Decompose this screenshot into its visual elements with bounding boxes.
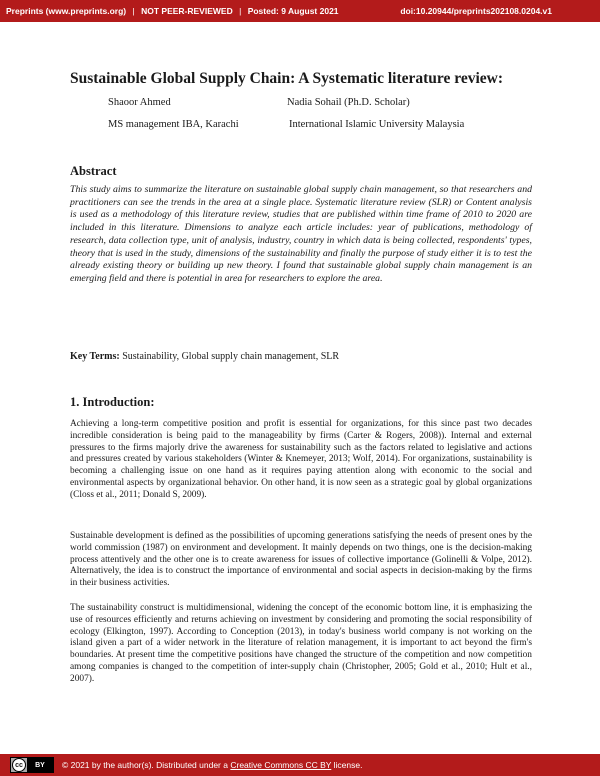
author-affiliation: MS management IBA, Karachi <box>108 119 239 130</box>
abstract-heading: Abstract <box>70 164 117 178</box>
author-name: Shaoor Ahmed <box>108 97 171 108</box>
section-heading-introduction: 1. Introduction: <box>70 395 155 409</box>
peer-review-status: NOT PEER-REVIEWED <box>141 6 233 16</box>
attribution-icon: BY <box>27 758 53 772</box>
key-terms <box>70 351 532 362</box>
license-footer-bar <box>0 754 600 776</box>
body-paragraph: The sustainability construct is multidimensional, widening the concept of the economic bottom line, it is emphasizing the use of resources efficiently and returns achieving on investment by considering and promoting the social responsibility of ecology (Elkington, 1997). According to Conception (2013), in today's business world company is not working on the island given a part of a wider network in the literature of relation management, it is important to act beyond the firm's boundaries. At present time the competitive positions have changed the structure of the competition and now competition among companies is changed to the competition of inter-supply chain (Christopher, 2005; Gold et al., 2010; Hult et al., 2007). <box>70 603 532 684</box>
key-terms-list: Sustainability, Global supply chain management, SLR <box>122 351 340 362</box>
author-affiliation: International Islamic University Malaysia <box>289 119 465 130</box>
copyright-notice <box>62 760 362 770</box>
preprints-site-link[interactable]: Preprints (www.preprints.org) <box>6 6 127 16</box>
header-separator: | <box>132 6 135 16</box>
license-link[interactable]: Creative Commons CC BY <box>230 760 332 770</box>
doi-link[interactable]: doi:10.20944/preprints202108.0204.v1 <box>400 6 552 16</box>
cc-by-license-icon[interactable] <box>10 757 54 773</box>
preprints-header-bar <box>0 0 600 22</box>
body-paragraph: Sustainable development is defined as the possibilities of upcoming generations satisfying the needs of present ones by the world commission (1987) on environment and development. It mainly depends on two things, one is the decision-making process attentively and the other one is to create awareness for issues of collective importance (Golinelli & Volpe, 2012). Alternatively, the idea is to construct the importance of environmental and social aspects in decision-making by the firms in their business activities. <box>70 531 532 589</box>
copyright-suffix: license. <box>333 760 363 770</box>
paper-title: Sustainable Global Supply Chain: A Systematic literature review: <box>70 70 504 87</box>
abstract-text: This study aims to summarize the literature on sustainable global supply chain management, so that researchers and practitioners can see the trends in the area at a single place. Systematic literature review (SLR) or Content analysis is used as a methodology of this literature review, studies that are published within time frame of 2010 to 2020 are included in this literature. Dimensions to analyze each article includes: year of publications, methodology of research, data collection type, unit of analysis, industry, country in which data is being collected, respondents' types, theory that is used in the study, dimensions of the sustainability and finally the purpose of study either it is to test the already existing theory or building up new theory. I found that sustainable global supply chain management is an emerging field and there is potential in area for researchers to explore the area. <box>70 184 532 284</box>
author-name: Nadia Sohail (Ph.D. Scholar) <box>287 97 410 108</box>
posted-date: Posted: 9 August 2021 <box>247 6 339 16</box>
header-separator: | <box>239 6 242 16</box>
key-terms-label: Key Terms: <box>70 351 120 362</box>
creative-commons-icon: cc <box>12 758 26 772</box>
copyright-text: © 2021 by the author(s). Distributed under a <box>62 760 228 770</box>
body-paragraph: Achieving a long-term competitive position and profit is essential for organizations, for this since past two decades incredible consideration is being paid to the manageability by firms (Carter & Rogers, 2008)). Internal and external pressures to the firms majorly drive the awareness for sustainability such as the factors related to legislative and actions and pressures created by various stakeholders (Winter & Knemeyer, 2013; Wolf, 2014). For organizations, sustainability is becoming a challenging issue on one hand as it requires paying attention along with economic to the social and environmental aspects by organizational behavior. On other hand, it is now seen as a strategic goal by global organizations (Closs et al., 2011; Donald S, 2009). <box>70 419 532 500</box>
